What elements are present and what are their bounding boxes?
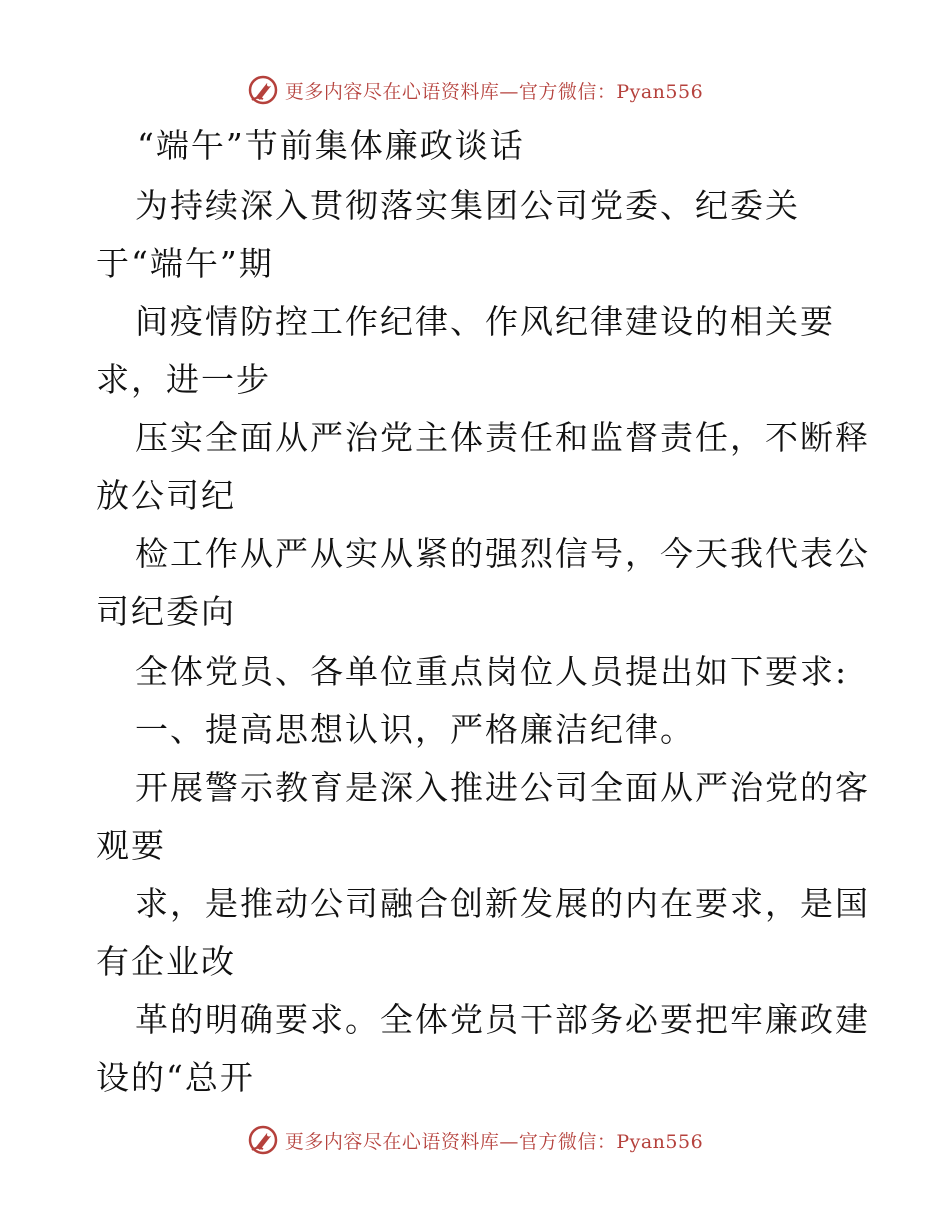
pen-logo-icon <box>247 1124 279 1156</box>
paragraph-line: 求，进一步 <box>96 360 271 399</box>
document-title: “端午”节前集体廉政谈话 <box>137 126 525 165</box>
paragraph-line: 革的明确要求。全体党员干部务必要把牢廉政建 <box>135 1000 870 1039</box>
footer-banner-text: 更多内容尽在心语资料库—官方微信：Pyan556 <box>284 1130 704 1153</box>
paragraph-line: 有企业改 <box>96 942 236 981</box>
paragraph-line: 压实全面从严治党主体责任和监督责任，不断释 <box>135 418 870 457</box>
paragraph-line: 观要 <box>96 826 166 865</box>
paragraph-line: 司纪委向 <box>96 592 236 631</box>
paragraph-line: 间疫情防控工作纪律、作风纪律建设的相关要 <box>135 302 835 341</box>
footer-banner <box>0 1120 950 1160</box>
paragraph-line: 检工作从严从实从紧的强烈信号，今天我代表公 <box>135 534 870 573</box>
paragraph-line: 全体党员、各单位重点岗位人员提出如下要求: <box>135 652 849 691</box>
section-heading: 一、提高思想认识，严格廉洁纪律。 <box>135 710 695 749</box>
paragraph-line: 为持续深入贯彻落实集团公司党委、纪委关 <box>135 186 800 225</box>
paragraph-line: 放公司纪 <box>96 476 236 515</box>
header-banner-text: 更多内容尽在心语资料库—官方微信：Pyan556 <box>284 80 704 103</box>
paragraph-line: 设的“总开 <box>96 1058 255 1097</box>
paragraph-line: 求，是推动公司融合创新发展的内在要求，是国 <box>135 884 870 923</box>
paragraph-line: 于“端午”期 <box>96 244 274 283</box>
paragraph-line: 开展警示教育是深入推进公司全面从严治党的客 <box>135 768 870 807</box>
